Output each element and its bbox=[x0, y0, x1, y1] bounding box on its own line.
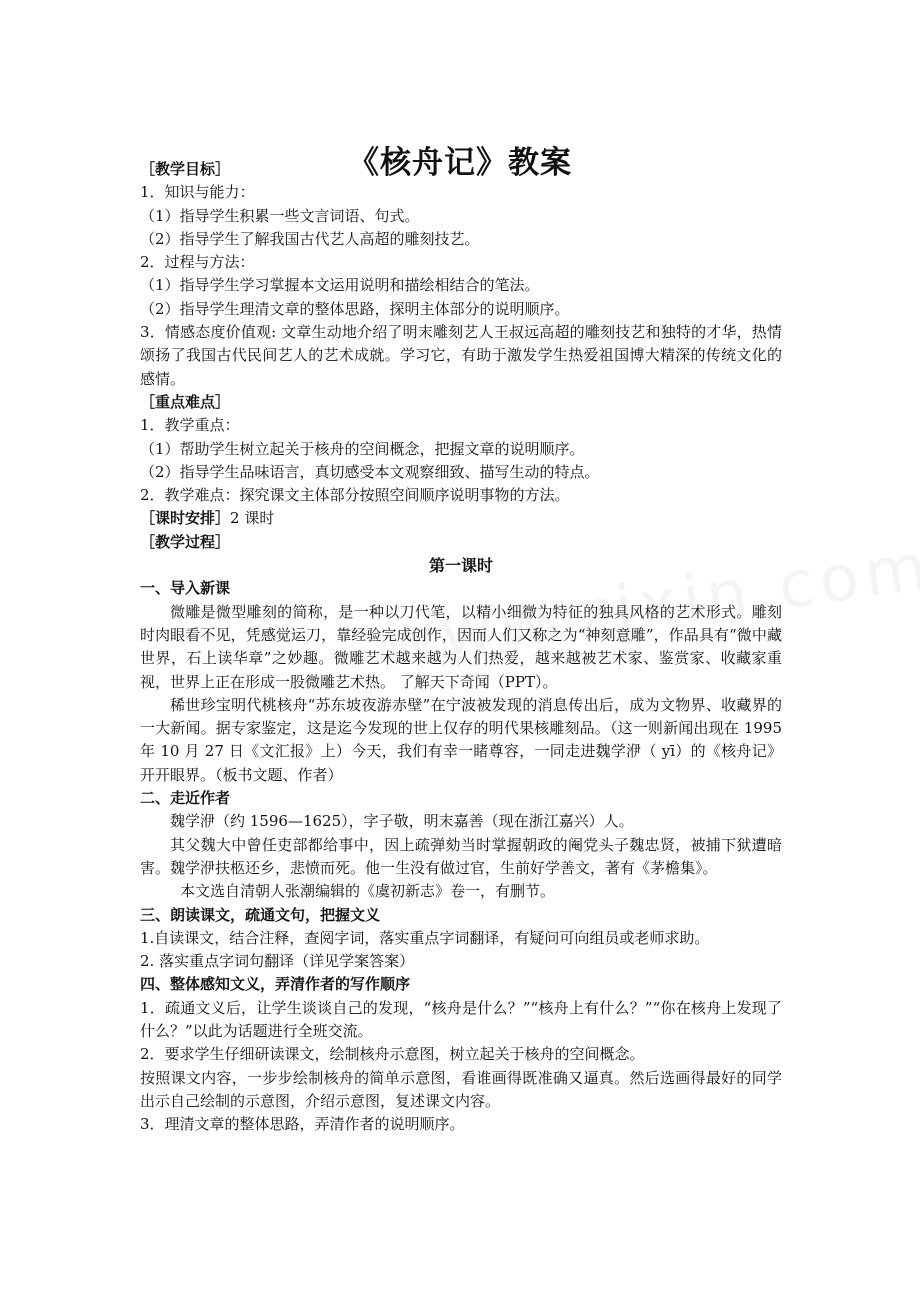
section-heading-author: 二、走近作者 bbox=[140, 789, 231, 808]
section-heading-schedule: ［课时安排］ bbox=[140, 509, 231, 528]
text-line: （1）帮助学生树立起关于核舟的空间概念，把握文章的说明顺序。 bbox=[140, 439, 585, 458]
section-heading-goals: ［教学目标］ bbox=[140, 160, 231, 178]
text-line: （2）指导学生理清文章的整体思路，探明主体部分的说明顺序。 bbox=[140, 299, 570, 318]
text-line: 1．知识与能力： bbox=[140, 183, 255, 202]
text-line: （2）指导学生了解我国古代艺人高超的雕刻技艺。 bbox=[140, 229, 480, 248]
document-title: 《核舟记》教案 bbox=[348, 144, 572, 181]
section-heading-reading: 三、朗读课文，疏通文句，把握文义 bbox=[140, 905, 381, 924]
text-paragraph: 其父魏大中曾任吏部都给事中，因上疏弹劾当时掌握朝政的阉党头子魏忠贤，被捕下狱遭暗害。魏学洢扶柩还乡，悲愤而死。他一生没有做过官，生前好学善文，著有《茅檐集》。 bbox=[140, 835, 782, 877]
text-line: 2．要求学生仔细研读课文，绘制核舟示意图，树立起关于核舟的空间概念。 bbox=[140, 1045, 645, 1064]
section-heading-process: ［教学过程］ bbox=[140, 532, 231, 551]
text-line: 3．理清文章的整体思路，弄清作者的说明顺序。 bbox=[140, 1115, 465, 1134]
text-line: 2．教学难点：探究课文主体部分按照空间顺序说明事物的方法。 bbox=[140, 486, 570, 505]
text-line: （1）指导学生积累一些文言词语、句式。 bbox=[140, 206, 420, 225]
schedule-value: 2 课时 bbox=[230, 509, 275, 528]
section-heading-intro: 一、导入新课 bbox=[140, 579, 231, 598]
text-line: 1．教学重点： bbox=[140, 416, 240, 435]
schedule-line bbox=[140, 507, 782, 530]
text-line: （2）指导学生品味语言，真切感受本文观察细致、描写生动的特点。 bbox=[140, 462, 600, 481]
text-line: 2．过程与方法： bbox=[140, 253, 255, 272]
text-paragraph: 稀世珍宝明代桃核舟“苏东坡夜游赤壁”在宁波被发现的消息传出后，成为文物界、收藏界的一大新闻。据专家鉴定，这是迄今发现的世上仅存的明代果核雕刻品。（这一则新闻出现在 1995 年 10 月 27 日《文汇报》上）今天，我们有幸一睹尊容，一同走进魏学洢（ yī）的《核舟记》开开眼界。（板书文题、作者） bbox=[140, 695, 782, 784]
text-line: 本文选自清朝人张潮编辑的《虞初新志》卷一，有删节。 bbox=[180, 882, 556, 901]
document-body bbox=[140, 158, 782, 1136]
text-paragraph: 1．疏通文义后，让学生谈谈自己的发现，“核舟是什么？”“核舟上有什么？”“你在核舟上发现了什么？”以此为话题进行全班交流。 bbox=[140, 998, 782, 1040]
section-heading-overall: 四、整体感知文义，弄清作者的写作顺序 bbox=[140, 975, 411, 994]
text-paragraph: 微雕是微型雕刻的简称，是一种以刀代笔，以精小细微为特征的独具风格的艺术形式。雕刻时肉眼看不见，凭感觉运刀，靠经验完成创作，因而人们又称之为“神刻意雕”，作品具有“微中藏世界，石上读华章”之妙趣。微雕艺术越来越为人们热爱，越来越被艺术家、鉴赏家、收藏家重视，世界上正在形成一股微雕艺术热。 了解天下奇闻（PPT）。 bbox=[140, 602, 782, 691]
text-line: 魏学洢（约 1596—1625），字子敬，明末嘉善（现在浙江嘉兴）人。 bbox=[170, 812, 634, 831]
text-paragraph: 3．情感态度价值观: 文章生动地介绍了明末雕刻艺人王叔远高超的雕刻技艺和独特的才华，热情颂扬了我国古代民间艺人的艺术成就。学习它，有助于激发学生热爱祖国博大精深的传统文化的感情。 bbox=[140, 323, 782, 388]
text-line: （1）指导学生学习掌握本文运用说明和描绘相结合的笔法。 bbox=[140, 276, 540, 295]
text-paragraph: 按照课文内容，一步步绘制核舟的简单示意图，看谁画得既准确又逼真。然后选画得最好的同学出示自己绘制的示意图，介绍示意图，复述课文内容。 bbox=[140, 1068, 782, 1110]
section-heading-key-points: ［重点难点］ bbox=[140, 392, 231, 411]
text-line: 2. 落实重点字词句翻译（详见学案答案） bbox=[140, 952, 415, 971]
lesson-title: 第一课时 bbox=[428, 556, 493, 576]
text-line: 1.自读课文，结合注释，查阅字词，落实重点字词翻译，有疑问可向组员或老师求助。 bbox=[140, 928, 710, 947]
